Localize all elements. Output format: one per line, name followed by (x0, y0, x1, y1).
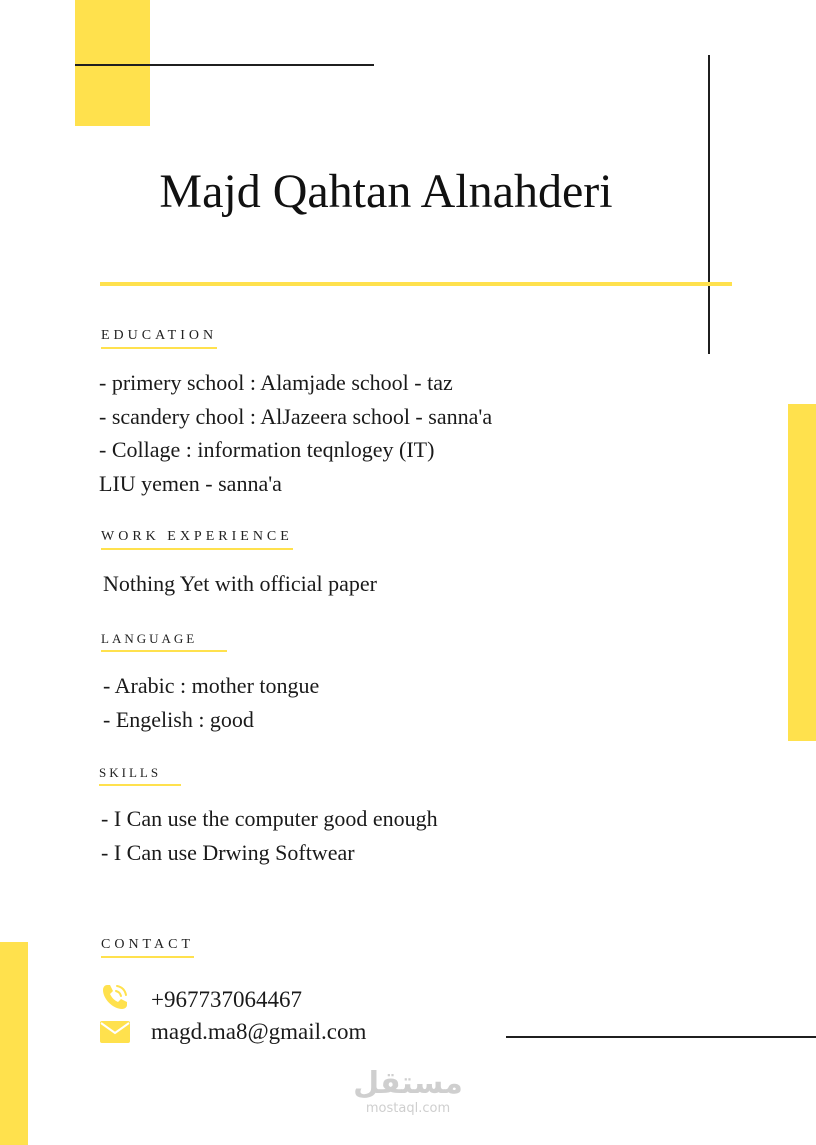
education-heading-underline (101, 347, 217, 349)
education-line: - Collage : information teqnlogey (IT) (99, 437, 435, 462)
language-heading (101, 630, 197, 648)
watermark-arabic: مستقل (353, 1066, 463, 1101)
skills-line: - I Can use Drwing Softwear (101, 839, 355, 865)
contact-heading (101, 936, 194, 954)
work-heading-text: WORK EXPERIENCE (101, 529, 293, 544)
education-heading-text: EDUCATION (101, 328, 218, 343)
contact-heading-text: CONTACT (101, 937, 194, 952)
top-horizontal-line (75, 64, 374, 66)
email-address: magd.ma8@gmail.com (151, 1019, 367, 1044)
watermark-latin: mostaql.com (365, 1101, 451, 1116)
language-list (103, 669, 319, 736)
education-line: - primery school : Alamjade school - taz (99, 370, 453, 395)
phone-icon (100, 982, 130, 1012)
skills-heading (99, 764, 161, 782)
skills-list (101, 802, 438, 869)
bottom-left-yellow-bar (0, 942, 28, 1145)
top-left-yellow-block (75, 0, 150, 126)
contact-heading-underline (101, 956, 194, 958)
skills-line: - I Can use the computer good enough (101, 806, 438, 831)
language-line: - Engelish : good (103, 706, 254, 732)
language-heading-text: LANGUAGE (101, 631, 198, 646)
skills-heading-underline (99, 784, 181, 786)
language-heading-underline (101, 650, 227, 652)
page-title: Majd Qahtan Alnahderi (159, 165, 613, 218)
envelope-icon (100, 1021, 130, 1043)
bottom-horizontal-line (506, 1036, 816, 1038)
work-line: Nothing Yet with official paper (103, 571, 377, 596)
phone-number: +967737064467 (151, 987, 302, 1012)
education-list (99, 366, 492, 500)
skills-heading-text: SKILLS (99, 765, 162, 780)
work-heading-underline (101, 548, 293, 550)
education-line: - scandery chool : AlJazeera school - sanna'a (99, 403, 493, 429)
work-heading (101, 528, 293, 546)
right-yellow-bar (788, 404, 816, 741)
education-heading (101, 327, 217, 345)
education-line: LIU yemen - sanna'a (99, 470, 282, 496)
work-list (103, 567, 377, 601)
language-line: - Arabic : mother tongue (103, 673, 320, 698)
title-underline (100, 282, 732, 286)
watermark (338, 1066, 478, 1116)
